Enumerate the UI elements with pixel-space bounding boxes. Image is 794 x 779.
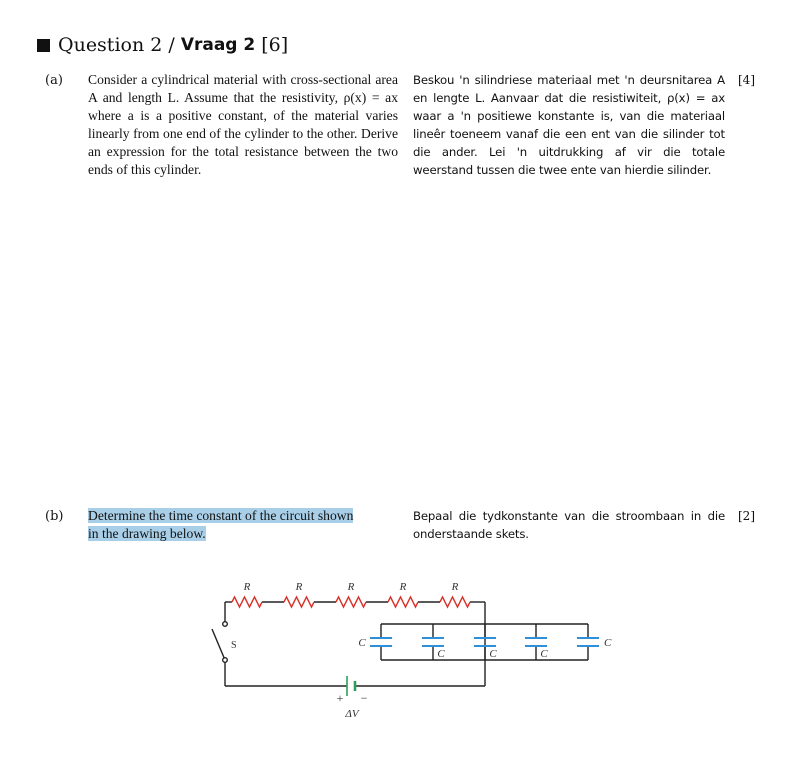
- switch: [212, 622, 227, 663]
- highlighted-text-line2: in the drawing below.: [88, 526, 206, 541]
- resistor-label-1: R: [243, 581, 251, 593]
- resistor-2: [284, 597, 314, 607]
- resistor-label-3: R: [347, 581, 355, 593]
- resistor-label-2: R: [295, 581, 303, 593]
- question-marks: [6]: [261, 34, 289, 56]
- highlighted-text-line1: Determine the time constant of the circuit shown: [88, 508, 354, 523]
- battery-minus: −: [360, 691, 368, 705]
- part-a-afrikaans: Beskou 'n silindriese materiaal met 'n deursnitarea A en lengte L. Aanvaar dat die resistiwiteit, ρ(x) = ax waar a 'n positiewe konstante is, van die materiaal lineêr toeneem vanaf die een ent van die silinder tot die ander. Lei 'n uitdrukking af vir die totale weerstand tussen die twee ente van hierdie silinder.: [413, 73, 725, 177]
- vraag-label: Vraag 2: [180, 35, 256, 55]
- resistor-1: [232, 597, 262, 607]
- question-label: Question 2 /: [58, 34, 181, 56]
- black-square-icon: [37, 39, 50, 52]
- part-b-english: [88, 507, 398, 543]
- capacitor-label-3: C: [489, 648, 497, 660]
- question-title: [37, 34, 288, 56]
- resistor-label-5: R: [451, 581, 459, 593]
- part-a-marks: [4]: [738, 73, 755, 87]
- circuit-wires: [225, 602, 588, 686]
- resistors: [232, 597, 470, 607]
- capacitors: [370, 638, 599, 646]
- battery: [347, 676, 355, 696]
- capacitor-label-4: C: [540, 648, 548, 660]
- resistor-3: [336, 597, 366, 607]
- part-b-label: (b): [45, 509, 64, 524]
- battery-label: ΔV: [345, 708, 359, 720]
- part-a-label: (a): [45, 73, 63, 88]
- capacitor-label-5: C: [604, 637, 612, 649]
- capacitor-label-1: C: [358, 637, 366, 649]
- resistor-label-4: R: [399, 581, 407, 593]
- part-b-marks: [2]: [738, 509, 755, 523]
- capacitor-label-2: C: [437, 648, 445, 660]
- battery-plus: +: [336, 691, 344, 705]
- part-b-afrikaans: Bepaal die tydkonstante van die stroombaan in die onderstaande skets.: [413, 509, 725, 541]
- part-a-english: Consider a cylindrical material with cross-sectional area A and length L. Assume that the resistivity, ρ(x) = ax where a is a positive constant, of the material varies linearly from one end of the cylinder to the other. Derive an expression for the total resistance between the two ends of this cylinder.: [88, 72, 398, 177]
- resistor-4: [388, 597, 418, 607]
- resistor-5: [440, 597, 470, 607]
- switch-label: S: [231, 640, 237, 651]
